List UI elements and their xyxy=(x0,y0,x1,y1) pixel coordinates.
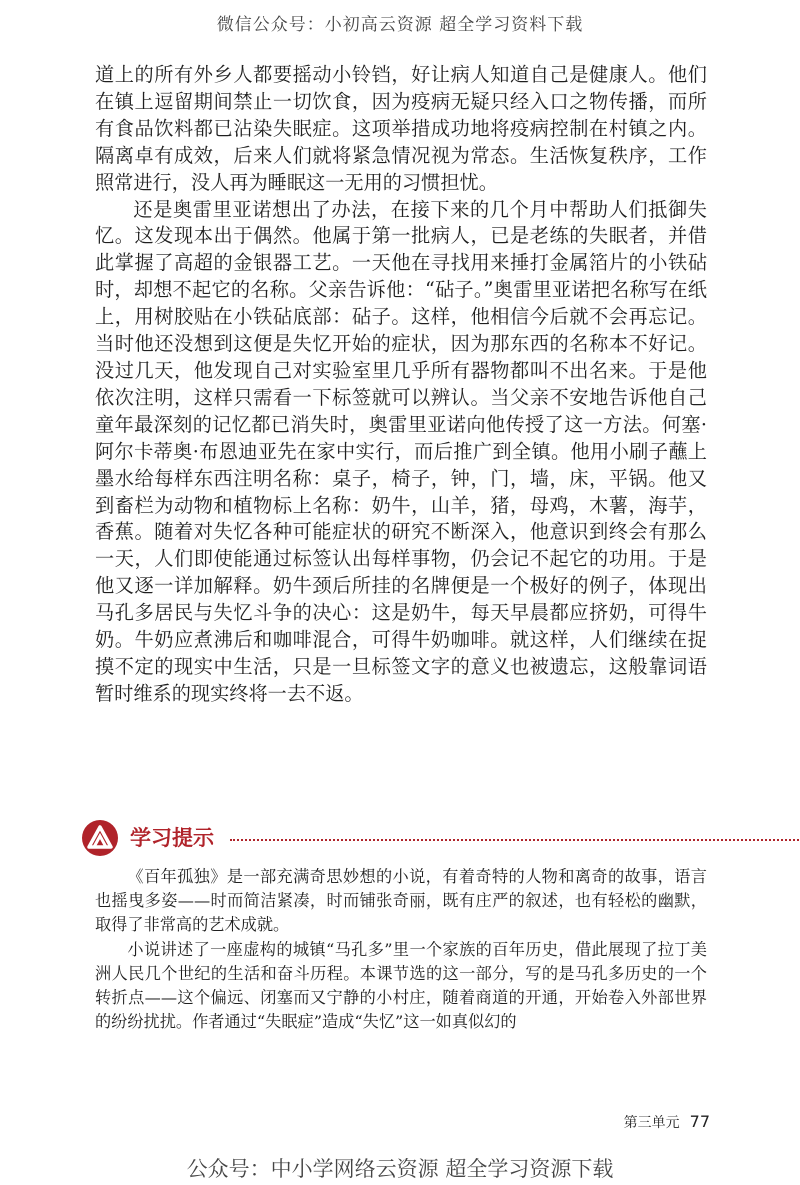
page-number: 77 xyxy=(689,1112,710,1131)
paragraph: 小说讲述了一座虚构的城镇“马孔多”里一个家族的百年历史，借此展现了拉丁美洲人民几个世纪的生活和奋斗历程。本课节选的这一部分，写的是马孔多历史的一个转折点——这个偏远、闭塞而又宁静的小村庄，随着商道的开通，开始卷入外部世界的纷纷扰扰。作者通过“失眠症”造成“失忆”这一如真似幻的 xyxy=(95,939,707,1032)
footer-watermark: 公众号：中小学网络云资源 超全学习资源下载 xyxy=(186,1157,614,1181)
main-text xyxy=(95,62,707,708)
divider xyxy=(230,839,800,841)
study-tip-logo-icon xyxy=(80,818,120,858)
study-tip-text xyxy=(95,865,707,1034)
study-tip-title: 学习提示 xyxy=(130,826,214,850)
paragraph: 还是奥雷里亚诺想出了办法，在接下来的几个月中帮助人们抵御失忆。这发现本出于偶然。他属于第一批病人，已是老练的失眠者，并借此掌握了高超的金银器工艺。一天他在寻找用来捶打金属箔片的小铁砧时，却想不起它的名称。父亲告诉他：“砧子。”奥雷里亚诺把名称写在纸上，用树胶贴在小铁砧底部：砧子。这样，他相信今后就不会再忘记。当时他还没想到这便是失忆开始的症状，因为那东西的名称本不好记。没过几天，他发现自己对实验室里几乎所有器物都叫不出名来。于是他依次注明，这样只需看一下标签就可以辨认。当父亲不安地告诉他自己童年最深刻的记忆都已消失时，奥雷里亚诺向他传授了这一方法。何塞·阿尔卡蒂奥·布恩迪亚先在家中实行，而后推广到全镇。他用小刷子蘸上墨水给每样东西注明名称：桌子，椅子，钟，门，墙，床，平锅。他又到畜栏为动物和植物标上名称：奶牛，山羊，猪，母鸡，木薯，海芋，香蕉。随着对失忆各种可能症状的研究不断深入，他意识到终会有那么一天，人们即使能通过标签认出每样事物，仍会记不起它的功用。于是他又逐一详加解释。奶牛颈后所挂的名牌便是一个极好的例子，体现出马孔多居民与失忆斗争的决心：这是奶牛，每天早晨都应挤奶，可得牛奶。牛奶应煮沸后和咖啡混合，可得牛奶咖啡。就这样，人们继续在捉摸不定的现实中生活，只是一旦标签文字的意义也被遗忘，这般靠词语暂时维系的现实终将一去不返。 xyxy=(95,197,707,705)
paragraph: 《百年孤独》是一部充满奇思妙想的小说，有着奇特的人物和离奇的故事，语言也摇曳多姿——时而简洁紧凑，时而铺张奇丽，既有庄严的叙述，也有轻松的幽默，取得了非常高的艺术成就。 xyxy=(95,867,707,935)
paragraph: 道上的所有外乡人都要摇动小铃铛，好让病人知道自己是健康人。他们在镇上逗留期间禁止一切饮食，因为疫病无疑只经入口之物传播，而所有食品饮料都已沾染失眠症。这项举措成功地将疫病控制在村镇之内。隔离卓有成效，后来人们就将紧急情况视为常态。生活恢复秩序，工作照常进行，没人再为睡眠这一无用的习惯担忧。 xyxy=(95,63,707,194)
header-watermark: 微信公众号：小初高云资源 超全学习资料下载 xyxy=(216,15,584,35)
study-tip-header xyxy=(80,818,730,858)
page-footer xyxy=(624,1112,710,1132)
unit-label: 第三单元 xyxy=(623,1115,680,1131)
